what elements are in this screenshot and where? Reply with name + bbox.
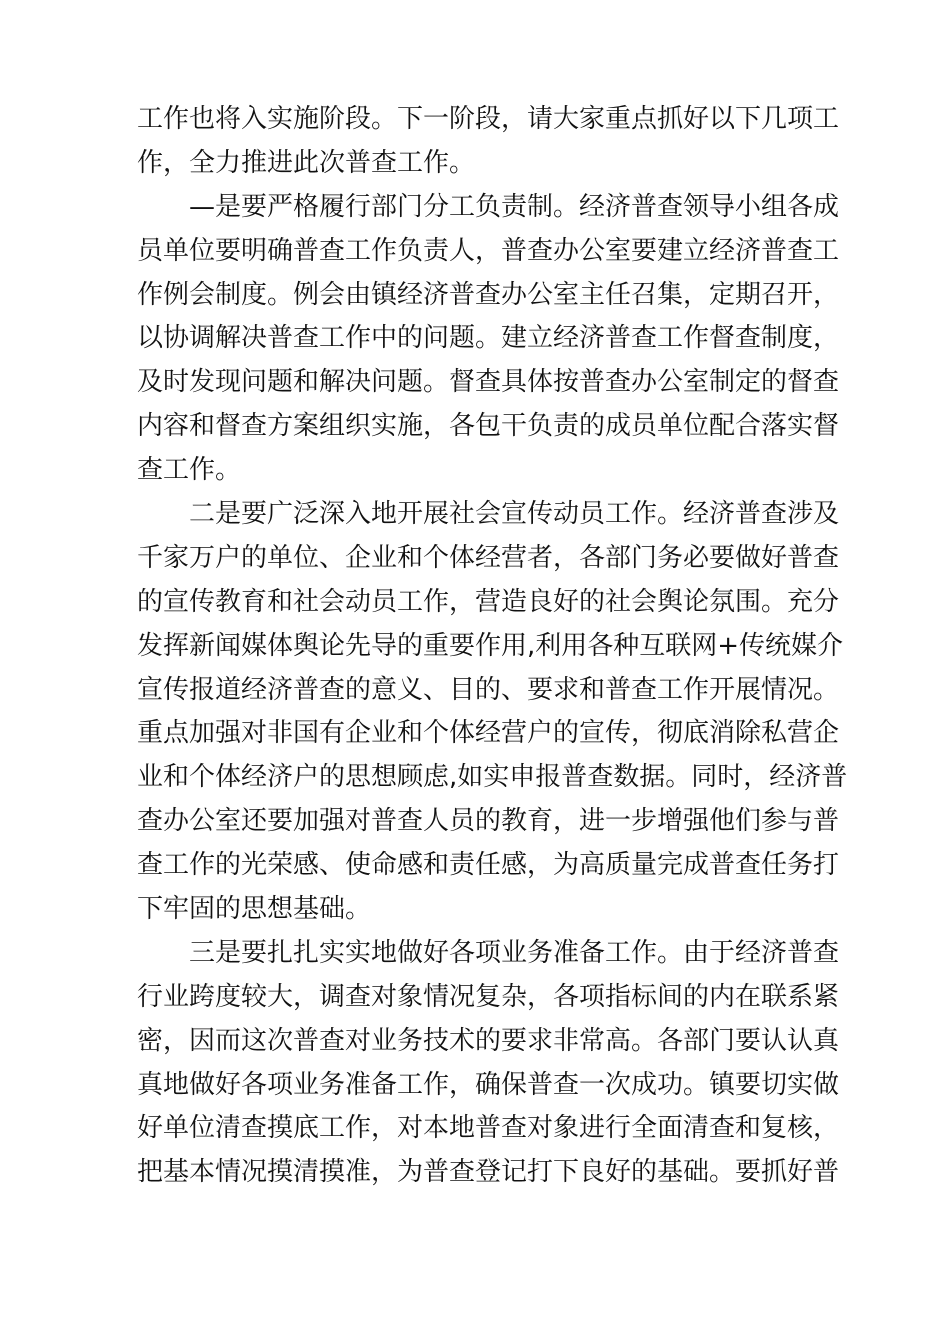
text-line: 内容和督查方案组织实施，各包干负责的成员单位配合落实督 (137, 411, 840, 442)
text-line: 以协调解决普查工作中的问题。建立经济普查工作督查制度， (137, 323, 840, 354)
text-line: 员单位要明确普查工作负责人，普查办公室要建立经济普查工 (137, 235, 840, 266)
paragraph-first-line: 三是要扎扎实实地做好各项业务准备工作。由于经济普查 (189, 937, 840, 968)
text-line: 工作也将入实施阶段。下一阶段，请大家重点抓好以下几项工 (137, 104, 840, 134)
text-line: 查工作的光荣感、使命感和责任感，为高质量完成普查任务打 (137, 850, 840, 881)
text-line: 重点加强对非国有企业和个体经营户的宣传，彻底消除私营企 (137, 718, 840, 749)
text-line: 宣传报道经济普查的意义、目的、要求和普查工作开展情况。 (137, 674, 840, 705)
text-line: 作，全力推进此次普查工作。 (137, 147, 476, 178)
text-line: 发挥新闻媒体舆论先导的重要作用,利用各种互联网+传统媒介 (137, 630, 844, 661)
text-line: 的宣传教育和社会动员工作，营造良好的社会舆论氛围。充分 (137, 586, 840, 617)
text-line: 千家万户的单位、企业和个体经营者，各部门务必要做好普查 (137, 542, 840, 573)
text-line: 作例会制度。例会由镇经济普查办公室主任召集，定期召开， (137, 279, 840, 310)
text-line: 行业跨度较大，调查对象情况复杂，各项指标间的内在联系紧 (137, 981, 840, 1012)
text-line: 及时发现问题和解决问题。督查具体按普查办公室制定的督查 (137, 367, 840, 398)
text-line: 密，因而这次普查对业务技术的要求非常高。各部门要认认真 (137, 1025, 840, 1056)
paragraph-first-line: 二是要广泛深入地开展社会宣传动员工作。经济普查涉及 (189, 499, 840, 530)
text-line: 下牢固的思想基础。 (137, 894, 372, 925)
text-line: 把基本情况摸清摸准，为普查登记打下良好的基础。要抓好普 (137, 1157, 840, 1188)
text-line: 真地做好各项业务准备工作，确保普查一次成功。镇要切实做 (137, 1069, 840, 1100)
text-line: 查办公室还要加强对普查人员的教育，进一步增强他们参与普 (137, 806, 840, 837)
body-text (137, 98, 848, 1195)
text-line: 查工作。 (137, 455, 242, 486)
text-line: 业和个体经济户的思想顾虑,如实申报普查数据。同时，经济普 (137, 762, 848, 793)
text-line: 好单位清查摸底工作，对本地普查对象进行全面清查和复核， (137, 1113, 840, 1144)
paragraph-first-line: —是要严格履行部门分工负责制。经济普查领导小组各成 (189, 191, 840, 222)
